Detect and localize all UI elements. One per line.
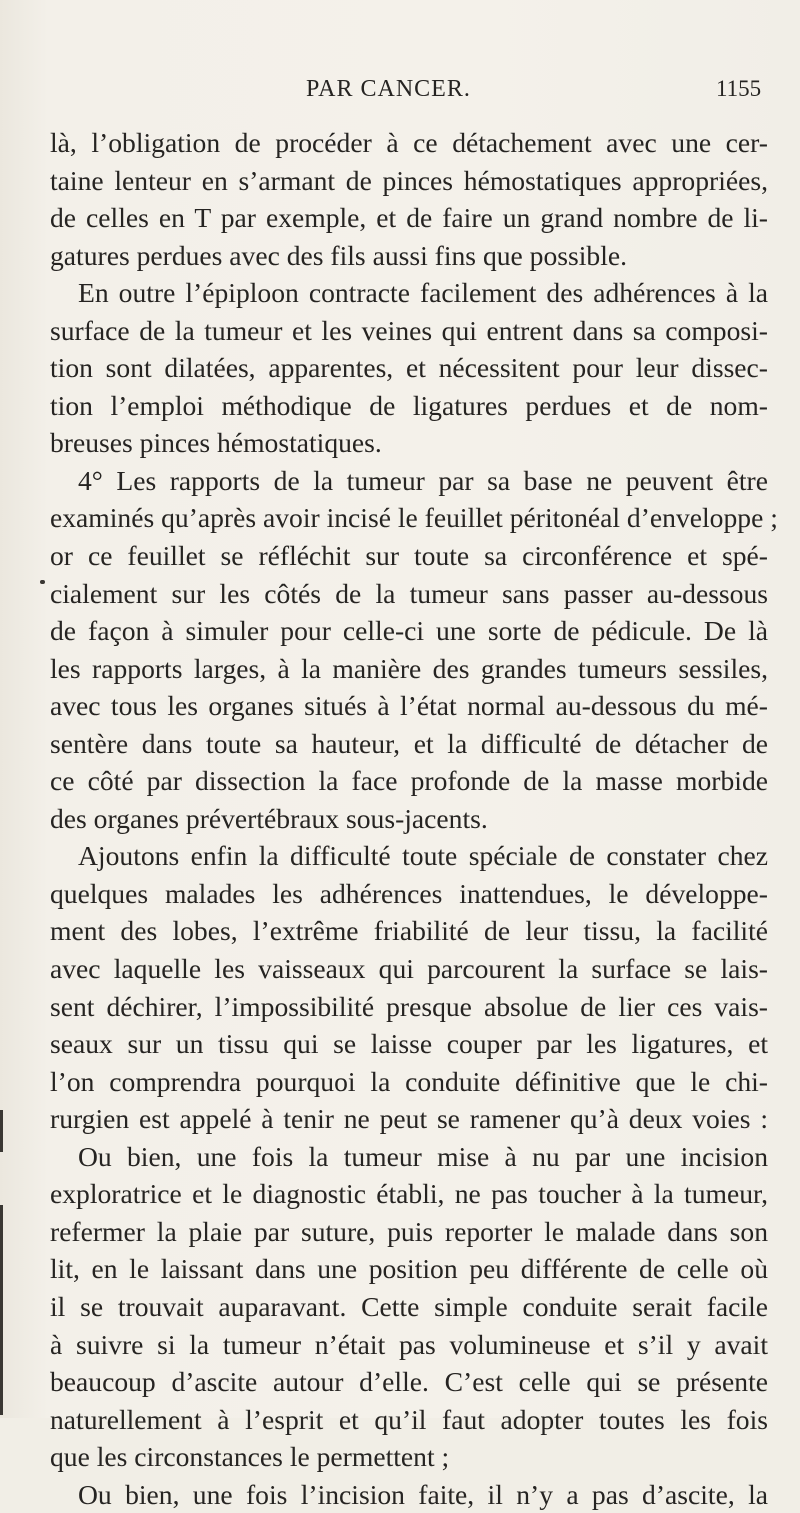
page-header	[0, 76, 800, 112]
margin-edge-mark	[0, 1205, 3, 1415]
text-line: avec laquelle les vaisseaux qui parcourent la surface se lais-	[50, 953, 768, 985]
text-line: or ce feuillet se réfléchit sur toute sa circonférence et spé-	[50, 540, 768, 572]
text-line: breuses pinces hémostatiques.	[50, 427, 382, 459]
text-line: ce côté par dissection la face profonde de la masse morbide	[50, 765, 768, 797]
text-line: de façon à simuler pour celle-ci une sorte de pédicule. De là	[50, 615, 768, 647]
text-line: refermer la plaie par suture, puis reporter le malade dans son	[50, 1215, 768, 1247]
text-line: l’on comprendra pourquoi la conduite définitive que le chi-	[50, 1065, 768, 1097]
text-line: beaucoup d’ascite autour d’elle. C’est celle qui se présente	[50, 1366, 768, 1398]
text-line: Ou bien, une fois la tumeur mise à nu par une incision	[78, 1140, 768, 1172]
margin-speck	[40, 580, 45, 584]
text-line: rurgien est appelé à tenir ne peut se ramener qu’à deux voies :	[50, 1103, 768, 1135]
page-number: 1155	[716, 76, 762, 101]
text-line: de celles en T par exemple, et de faire un grand nombre de li-	[50, 202, 768, 234]
text-line: taine lenteur en s’armant de pinces hémostatiques appropriées,	[50, 164, 768, 196]
text-line: que les circonstances le permettent ;	[50, 1441, 450, 1473]
text-line: il se trouvait auparavant. Cette simple conduite serait facile	[50, 1290, 768, 1322]
body-text	[50, 124, 778, 1513]
text-line: là, l’obligation de procéder à ce détachement avec une cer-	[50, 127, 768, 158]
text-line: Ajoutons enfin la difficulté toute spéciale de constater chez	[78, 840, 768, 872]
text-line: Ou bien, une fois l’incision faite, il n’y a pas d’ascite, la	[78, 1478, 768, 1510]
text-line: cialement sur les côtés de la tumeur sans passer au-dessous	[50, 577, 768, 609]
text-line: 4° Les rapports de la tumeur par sa base ne peuvent être	[78, 464, 768, 496]
text-line: avec tous les organes situés à l’état normal au-dessous du mé-	[50, 690, 768, 722]
text-line: exploratrice et le diagnostic établi, ne pas toucher à la tumeur,	[50, 1178, 768, 1210]
text-line: à suivre si la tumeur n’était pas volumineuse et s’il y avait	[50, 1328, 768, 1360]
running-head: PAR CANCER.	[306, 76, 471, 102]
text-line: sentère dans toute sa hauteur, et la difficulté de détacher de	[50, 727, 768, 759]
text-line: examinés qu’après avoir incisé le feuillet péritonéal d’enveloppe ;	[50, 502, 778, 534]
text-line: seaux sur un tissu qui se laisse couper par les ligatures, et	[50, 1028, 768, 1060]
text-line: En outre l’épiploon contracte facilement des adhérences à la	[78, 277, 768, 309]
text-line: des organes prévertébraux sous-jacents.	[50, 802, 488, 834]
margin-edge-mark	[0, 1110, 3, 1152]
text-line: sent déchirer, l’impossibilité presque absolue de lier ces vais-	[50, 990, 768, 1022]
text-line: naturellement à l’esprit et qu’il faut adopter toutes les fois	[50, 1403, 768, 1435]
text-line: lit, en le laissant dans une position peu différente de celle où	[50, 1253, 768, 1285]
text-line: gatures perdues avec des fils aussi fins que possible.	[50, 239, 628, 271]
text-line: ment des lobes, l’extrême friabilité de leur tissu, la facilité	[50, 915, 768, 947]
text-line: tion sont dilatées, apparentes, et nécessitent pour leur dissec-	[50, 352, 768, 384]
text-line: quelques malades les adhérences inattendues, le développe-	[50, 877, 768, 909]
text-line: tion l’emploi méthodique de ligatures perdues et de nom-	[50, 389, 768, 421]
text-line: les rapports larges, à la manière des grandes tumeurs sessiles,	[50, 652, 768, 684]
text-line: surface de la tumeur et les veines qui entrent dans sa composi-	[50, 314, 768, 346]
